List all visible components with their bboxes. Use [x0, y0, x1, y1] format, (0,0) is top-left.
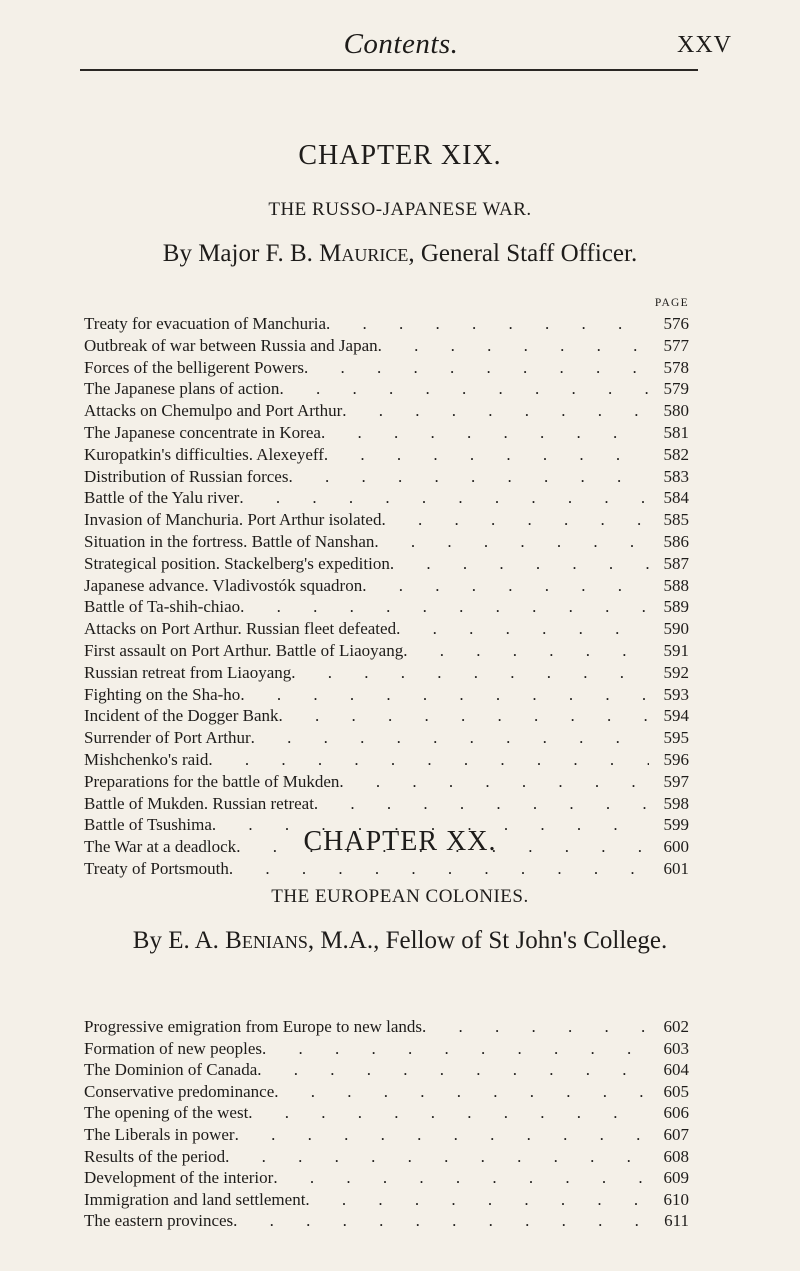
entry-page-number: 588 — [663, 575, 689, 595]
dot-leader — [225, 1146, 649, 1168]
entry-page-number: 579 — [663, 379, 689, 399]
dot-leader — [304, 357, 649, 379]
byline-prefix: By E. A. — [132, 927, 219, 954]
contents-entry — [84, 662, 689, 684]
contents-entry — [84, 509, 689, 531]
entry-page-number: 585 — [663, 510, 689, 530]
contents-entry — [84, 684, 689, 706]
dot-leader — [248, 1102, 649, 1124]
dot-leader — [229, 858, 649, 880]
dot-leader — [251, 727, 649, 749]
entry-page-number: 610 — [663, 1189, 689, 1209]
entry-title: The Liberals in power — [84, 1124, 235, 1144]
contents-entry — [84, 466, 689, 488]
entry-page-number: 593 — [663, 684, 689, 704]
contents-entry — [84, 1210, 689, 1232]
entry-page-number: 601 — [663, 858, 689, 878]
dot-leader — [374, 531, 649, 553]
entry-title: Kuropatkin's difficulties. Alexeyeff — [84, 444, 324, 464]
contents-entry — [84, 618, 689, 640]
byline-author: Maurice — [319, 240, 409, 267]
dot-leader — [342, 400, 649, 422]
running-head — [70, 28, 732, 68]
header-rule — [80, 69, 698, 71]
entry-page-number: 598 — [663, 793, 689, 813]
dot-leader — [273, 1167, 649, 1189]
contents-entry — [84, 1189, 689, 1211]
running-head-title: Contents. — [343, 28, 459, 60]
contents-entry — [84, 378, 689, 400]
entry-title: First assault on Port Arthur. Battle of Liaoyang — [84, 640, 404, 660]
dot-leader — [288, 466, 649, 488]
dot-leader — [422, 1016, 649, 1038]
entry-page-number: 604 — [663, 1060, 689, 1080]
dot-leader — [378, 335, 649, 357]
entry-title: Battle of Tsushima — [84, 815, 212, 835]
entry-page-number: 578 — [663, 357, 689, 377]
running-head-page-number: XXV — [677, 32, 732, 58]
dot-leader — [208, 749, 649, 771]
entry-page-number: 608 — [663, 1146, 689, 1166]
entry-title: The Japanese concentrate in Korea — [84, 422, 321, 442]
entry-page-number: 606 — [663, 1103, 689, 1123]
entry-title: Invasion of Manchuria. Port Arthur isolated — [84, 510, 382, 530]
entry-page-number: 586 — [663, 531, 689, 551]
dot-leader — [321, 422, 649, 444]
entry-title: Strategical position. Stackelberg's expedition — [84, 553, 390, 573]
entry-title: Situation in the fortress. Battle of Nanshan — [84, 531, 375, 551]
dot-leader — [291, 662, 649, 684]
entry-page-number: 600 — [663, 837, 689, 857]
entry-page-number: 594 — [663, 706, 689, 726]
contents-entry — [84, 357, 689, 379]
byline-author: Benians — [225, 927, 308, 954]
entry-page-number: 602 — [663, 1017, 689, 1036]
entry-page-number: 581 — [663, 422, 689, 442]
dot-leader — [324, 444, 649, 466]
entry-page-number: 577 — [663, 335, 689, 355]
contents-entry — [84, 1016, 689, 1038]
entry-title: Preparations for the battle of Mukden — [84, 771, 340, 791]
entry-title: Formation of new peoples — [84, 1038, 262, 1058]
chapter-20-contents-list — [84, 1016, 689, 1232]
entry-title: Battle of Mukden. Russian retreat — [84, 793, 314, 813]
chapter-19-title: THE RUSSO-JAPANESE WAR. — [268, 199, 532, 220]
entry-title: Japanese advance. Vladivostók squadron — [84, 575, 363, 595]
dot-leader — [257, 1059, 649, 1081]
dot-leader — [233, 1210, 649, 1232]
entry-page-number: 595 — [663, 728, 689, 748]
entry-page-number: 580 — [663, 401, 689, 421]
dot-leader — [279, 705, 650, 727]
dot-leader — [262, 1038, 649, 1060]
entry-title: Attacks on Chemulpo and Port Arthur — [84, 401, 343, 421]
entry-title: Fighting on the Sha-ho — [84, 684, 241, 704]
entry-title: The eastern provinces — [84, 1211, 234, 1231]
contents-entry — [84, 858, 689, 880]
contents-entry — [84, 705, 689, 727]
entry-title: Outbreak of war between Russia and Japan — [84, 335, 378, 355]
entry-page-number: 584 — [663, 488, 689, 508]
entry-title: Surrender of Port Arthur — [84, 728, 251, 748]
entry-title: The Dominion of Canada — [84, 1060, 258, 1080]
entry-page-number: 590 — [663, 619, 689, 639]
contents-entry — [84, 771, 689, 793]
entry-title: Conservative predominance — [84, 1081, 275, 1101]
entry-title: Progressive emigration from Europe to new lands — [84, 1017, 423, 1036]
entry-page-number: 611 — [664, 1211, 689, 1231]
entry-page-number: 583 — [663, 466, 689, 486]
contents-entry — [84, 575, 689, 597]
chapter-20-title: THE EUROPEAN COLONIES. — [271, 886, 529, 907]
dot-leader — [314, 793, 649, 815]
chapter-20-number: CHAPTER XX. — [303, 826, 497, 857]
contents-entry — [84, 313, 689, 335]
entry-title: The opening of the west — [84, 1103, 249, 1123]
chapter-19-contents-list — [84, 313, 689, 880]
byline-suffix: , General Staff Officer. — [408, 240, 638, 267]
entry-title: Treaty for evacuation of Manchuria — [84, 314, 327, 333]
entry-title: Treaty of Portsmouth — [84, 858, 229, 878]
contents-entry — [84, 553, 689, 575]
contents-entry — [84, 335, 689, 357]
entry-title: Immigration and land settlement — [84, 1189, 306, 1209]
entry-page-number: 592 — [663, 662, 689, 682]
entry-title: Forces of the belligerent Powers — [84, 357, 304, 377]
entry-page-number: 582 — [663, 444, 689, 464]
entry-title: Russian retreat from Liaoyang — [84, 662, 292, 682]
entry-title: Development of the interior — [84, 1168, 274, 1188]
dot-leader — [305, 1189, 649, 1211]
byline-prefix: By Major F. B. — [162, 240, 313, 267]
contents-entry — [84, 1038, 689, 1060]
contents-entry — [84, 422, 689, 444]
contents-entry — [84, 727, 689, 749]
dot-leader — [239, 487, 649, 509]
entry-page-number: 603 — [663, 1038, 689, 1058]
contents-entry — [84, 531, 689, 553]
contents-entry — [84, 1167, 689, 1189]
contents-entry — [84, 1081, 689, 1103]
entry-page-number: 599 — [663, 815, 689, 835]
dot-leader — [403, 640, 649, 662]
entry-page-number: 605 — [663, 1081, 689, 1101]
byline-suffix: , M.A., Fellow of St John's College. — [307, 927, 668, 954]
dot-leader — [339, 771, 649, 793]
contents-entry — [84, 749, 689, 771]
entry-page-number: 589 — [663, 597, 689, 617]
entry-title: Incident of the Dogger Bank — [84, 706, 279, 726]
dot-leader — [396, 618, 649, 640]
contents-entry — [84, 596, 689, 618]
page-column-label: PAGE — [654, 297, 689, 309]
contents-entry — [84, 1102, 689, 1124]
contents-entry — [84, 444, 689, 466]
entry-page-number: 596 — [663, 749, 689, 769]
chapter-20-byline — [0, 927, 800, 955]
dot-leader — [279, 378, 649, 400]
contents-entry — [84, 640, 689, 662]
dot-leader — [390, 553, 649, 575]
entry-title: Results of the period — [84, 1146, 226, 1166]
dot-leader — [362, 575, 649, 597]
contents-entry — [84, 487, 689, 509]
contents-entry — [84, 1124, 689, 1146]
dot-leader — [240, 684, 649, 706]
dot-leader — [235, 1124, 649, 1146]
entry-page-number: 576 — [663, 314, 689, 333]
contents-entry — [84, 400, 689, 422]
entry-page-number: 597 — [663, 771, 689, 791]
entry-title: Mishchenko's raid — [84, 749, 209, 769]
contents-entry — [84, 1059, 689, 1081]
entry-page-number: 607 — [663, 1124, 689, 1144]
entry-title: The War at a deadlock — [84, 837, 237, 857]
entry-title: Distribution of Russian forces — [84, 466, 289, 486]
chapter-19-number: CHAPTER XIX. — [298, 140, 502, 171]
entry-title: Battle of the Yalu river — [84, 488, 240, 508]
entry-title: The Japanese plans of action — [84, 379, 280, 399]
entry-page-number: 591 — [663, 640, 689, 660]
dot-leader — [381, 509, 649, 531]
contents-entry — [84, 793, 689, 815]
contents-entry — [84, 1146, 689, 1168]
chapter-19-byline — [0, 240, 800, 268]
entry-title: Attacks on Port Arthur. Russian fleet defeated — [84, 619, 397, 639]
dot-leader — [274, 1081, 649, 1103]
entry-title: Battle of Ta-shih-chiao — [84, 597, 241, 617]
entry-page-number: 609 — [663, 1168, 689, 1188]
dot-leader — [240, 596, 649, 618]
dot-leader — [326, 313, 649, 335]
entry-page-number: 587 — [663, 553, 689, 573]
